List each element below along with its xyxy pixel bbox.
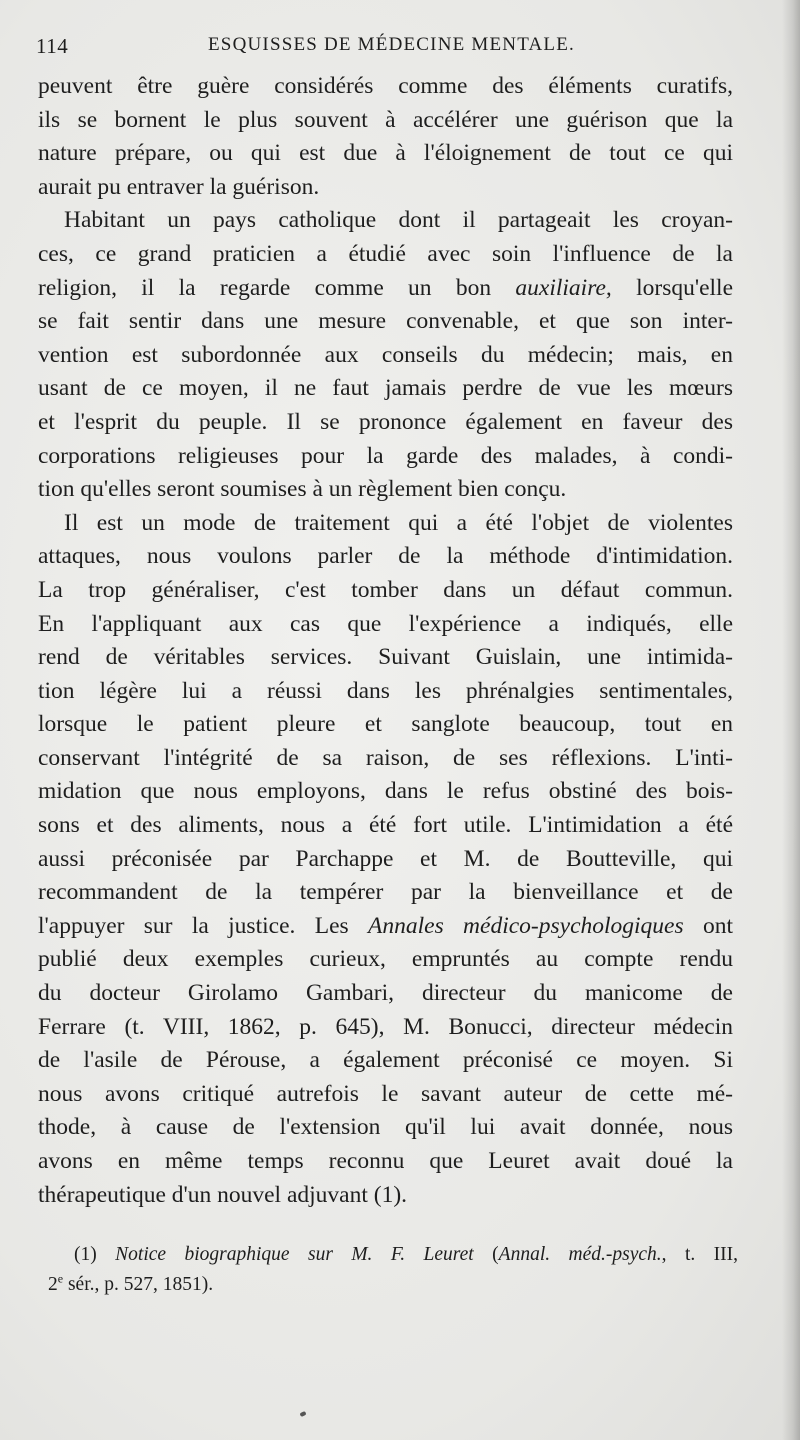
text-line (38, 876, 733, 910)
text-segment: recommandent de la tempérer par la bienveillance et de (38, 879, 733, 906)
text-line (38, 641, 733, 675)
footnote (48, 1240, 738, 1300)
footnote-ref-open: ( (492, 1244, 499, 1265)
text-line (38, 910, 733, 944)
text-line (38, 339, 733, 373)
text-line (38, 742, 733, 776)
body-text (38, 70, 733, 1212)
text-segment: attaques, nous voulons parler de la méthode d'intimidation. (38, 543, 733, 570)
text-segment: avons en même temps reconnu que Leuret avait doué la (38, 1148, 733, 1174)
text-line (38, 104, 733, 138)
footnote-series-sup: e (57, 1271, 64, 1286)
text-segment: ils se bornent le plus souvent à accélérer une guérison que la (38, 106, 733, 133)
text-segment: du docteur Girolamo Gambari, directeur du manicome de (38, 980, 733, 1007)
text-segment: vention est subordonnée aux conseils du médecin; mais, en (38, 341, 733, 368)
footnote-ref-rest: , t. III, (661, 1244, 739, 1265)
footnote-series-number: 2 (48, 1274, 58, 1295)
italic-phrase: Annales médico-psychologiques (368, 912, 684, 939)
text-line (38, 943, 733, 977)
text-line (38, 1179, 733, 1213)
footnote-line-1 (48, 1240, 738, 1270)
running-head: ESQUISSES DE MÉDECINE MENTALE. (208, 34, 575, 55)
text-segment: Ferrare (t. VIII, 1862, p. 645), M. Bonucci, directeur médecin (38, 1013, 733, 1040)
text-line (38, 238, 733, 272)
text-line (38, 1145, 733, 1179)
text-line (38, 473, 733, 507)
text-segment: tion qu'elles seront soumises à un règlement bien conçu. (38, 476, 567, 503)
text-line (38, 272, 733, 306)
italic-phrase: auxiliaire, (515, 274, 612, 301)
text-line (38, 608, 733, 642)
text-segment: midation que nous employons, dans le refus obstiné des bois- (38, 778, 733, 805)
text-segment: aussi préconisée par Parchappe et M. de Boutteville, qui (38, 845, 733, 872)
text-segment: sons et des aliments, nous a été fort utile. L'intimidation a été (38, 812, 733, 839)
text-segment: publié deux exemples curieux, empruntés au compte rendu (38, 946, 733, 973)
footnote-line-2-rest: sér., p. 527, 1851). (63, 1274, 214, 1295)
text-segment: ces, ce grand praticien a étudié avec soin l'influence de la (38, 240, 733, 267)
page-header (36, 34, 746, 60)
text-segment: thérapeutique d'un nouvel adjuvant (1). (38, 1181, 408, 1208)
text-segment: religion, il la regarde comme un bon (38, 274, 516, 301)
text-line (38, 977, 733, 1011)
text-line (38, 440, 733, 474)
text-segment: ont (683, 912, 734, 939)
text-line (38, 1011, 733, 1045)
text-line (38, 708, 733, 742)
text-line (38, 305, 733, 339)
text-segment: nous avons critiqué autrefois le savant auteur de cette mé- (38, 1080, 733, 1107)
text-segment: corporations religieuses pour la garde des malades, à condi- (38, 442, 733, 469)
text-segment: La trop généraliser, c'est tomber dans un défaut commun. (38, 576, 733, 603)
text-segment: nature prépare, ou qui est due à l'éloignement de tout ce qui (38, 140, 733, 167)
footnote-title: Notice biographique sur M. F. Leuret (115, 1244, 474, 1265)
text-line (38, 675, 733, 709)
text-segment: Il est un mode de traitement qui a été l'objet de violentes (64, 509, 733, 536)
footnote-journal: Annal. méd.-psych. (498, 1244, 662, 1265)
ink-speck (299, 1411, 306, 1417)
text-segment: Habitant un pays catholique dont il partageait les croyan- (64, 207, 733, 234)
text-segment: tion légère lui a réussi dans les phrénalgies sentimentales, (38, 677, 733, 704)
text-line (38, 70, 733, 104)
text-segment: thode, à cause de l'extension qu'il lui avait donnée, nous (38, 1114, 733, 1141)
text-segment: conservant l'intégrité de sa raison, de ses réflexions. L'inti- (38, 744, 733, 771)
text-line (38, 137, 733, 171)
text-line (38, 1078, 733, 1112)
text-segment: lorsque le patient pleure et sanglote beaucoup, tout en (38, 711, 733, 738)
text-segment: peuvent être guère considérés comme des éléments curatifs, (38, 73, 733, 99)
text-segment: de l'asile de Pérouse, a également préconisé ce moyen. Si (38, 1047, 733, 1074)
text-line (38, 574, 733, 608)
text-line (38, 1044, 733, 1078)
text-segment: usant de ce moyen, il ne faut jamais perdre de vue les mœurs (38, 375, 733, 402)
text-segment: se fait sentir dans une mesure convenable, et que son inter- (38, 308, 733, 335)
text-line (38, 171, 733, 205)
page-number: 114 (36, 34, 69, 58)
text-line (38, 809, 733, 843)
text-line (38, 843, 733, 877)
page-edge-shadow (782, 0, 800, 1440)
text-line (38, 406, 733, 440)
text-segment: aurait pu entraver la guérison. (38, 173, 320, 200)
text-line (38, 1111, 733, 1145)
text-line (38, 204, 733, 238)
text-line (38, 540, 733, 574)
text-line (38, 507, 733, 541)
text-segment: En l'appliquant aux cas que l'expérience a indiqués, elle (38, 610, 733, 637)
footnote-line-2 (48, 1270, 738, 1300)
text-segment: et l'esprit du peuple. Il se prononce également en faveur des (38, 408, 733, 435)
text-segment: rend de véritables services. Suivant Guislain, une intimida- (38, 644, 733, 671)
text-line (38, 775, 733, 809)
text-segment: lorsqu'elle (611, 274, 733, 301)
footnote-marker: (1) (74, 1244, 97, 1265)
text-line (38, 372, 733, 406)
text-segment: l'appuyer sur la justice. Les (38, 912, 368, 939)
